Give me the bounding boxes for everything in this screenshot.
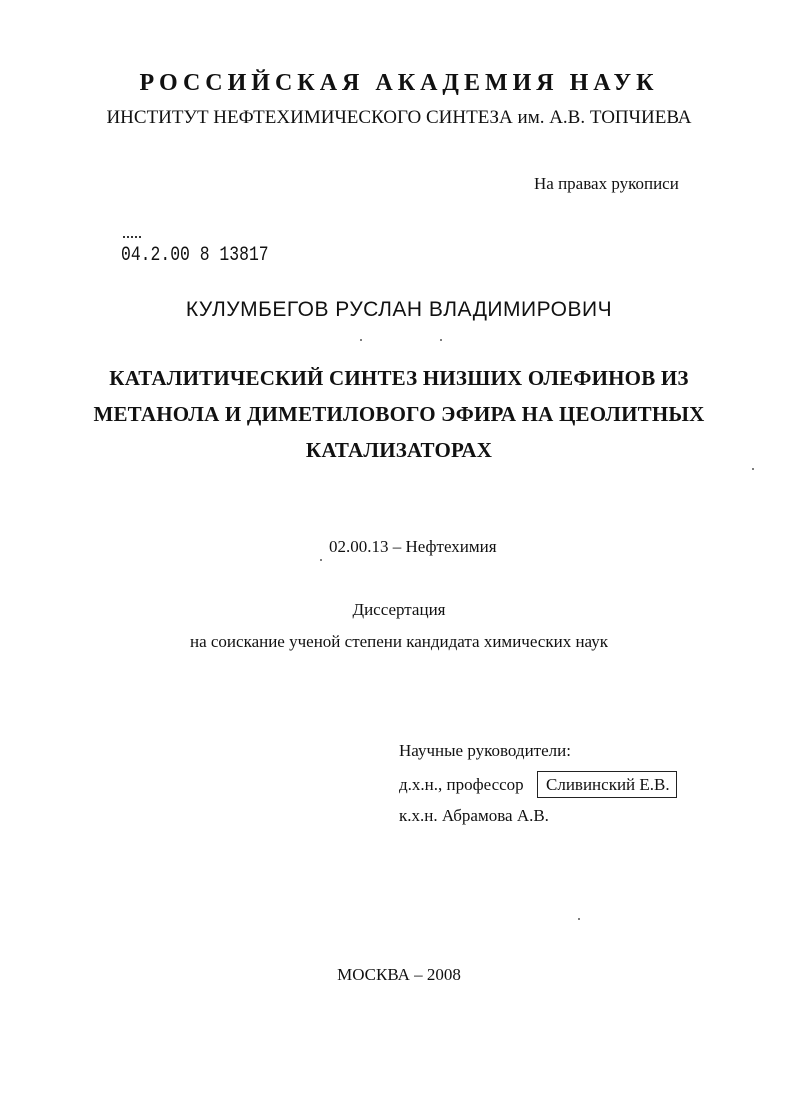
stamp-mark — [123, 236, 141, 240]
scan-speck — [578, 918, 580, 920]
dissertation-title-line-2: МЕТАНОЛА И ДИМЕТИЛОВОГО ЭФИРА НА ЦЕОЛИТНЫХ — [93, 402, 705, 426]
city-year: МОСКВА – 2008 — [337, 965, 461, 984]
academy-heading: РОССИЙСКАЯ АКАДЕМИЯ НАУК — [139, 70, 659, 96]
supervisors-heading: Научные руководители: — [399, 741, 571, 760]
dissertation-title-line-1: КАТАЛИТИЧЕСКИЙ СИНТЕЗ НИЗШИХ ОЛЕФИНОВ ИЗ — [109, 366, 689, 390]
supervisor-2: к.х.н. Абрамова А.В. — [399, 806, 549, 825]
degree-description: на соискание ученой степени кандидата химических наук — [189, 632, 608, 651]
institute-heading: ИНСТИТУТ НЕФТЕХИМИЧЕСКОГО СИНТЕЗА им. А.В. ТОПЧИЕВА — [106, 107, 692, 128]
scan-speck — [360, 339, 362, 341]
specialty-code: 02.00.13 – Нефтехимия — [329, 537, 497, 556]
dissertation-title-line-3: КАТАЛИЗАТОРАХ — [305, 438, 493, 462]
supervisor-1-name-box: Сливинский Е.В. — [537, 771, 677, 798]
scan-speck — [752, 468, 754, 470]
work-type: Диссертация — [352, 600, 446, 619]
rights-note: На правах рукописи — [534, 174, 679, 193]
library-stamp: 04.2.00 8 13817 — [121, 244, 269, 267]
supervisor-1-title: д.х.н., профессор — [399, 775, 524, 794]
scan-speck — [440, 339, 442, 341]
author-name: КУЛУМБЕГОВ РУСЛАН ВЛАДИМИРОВИЧ — [185, 298, 613, 321]
scan-speck — [320, 559, 322, 561]
